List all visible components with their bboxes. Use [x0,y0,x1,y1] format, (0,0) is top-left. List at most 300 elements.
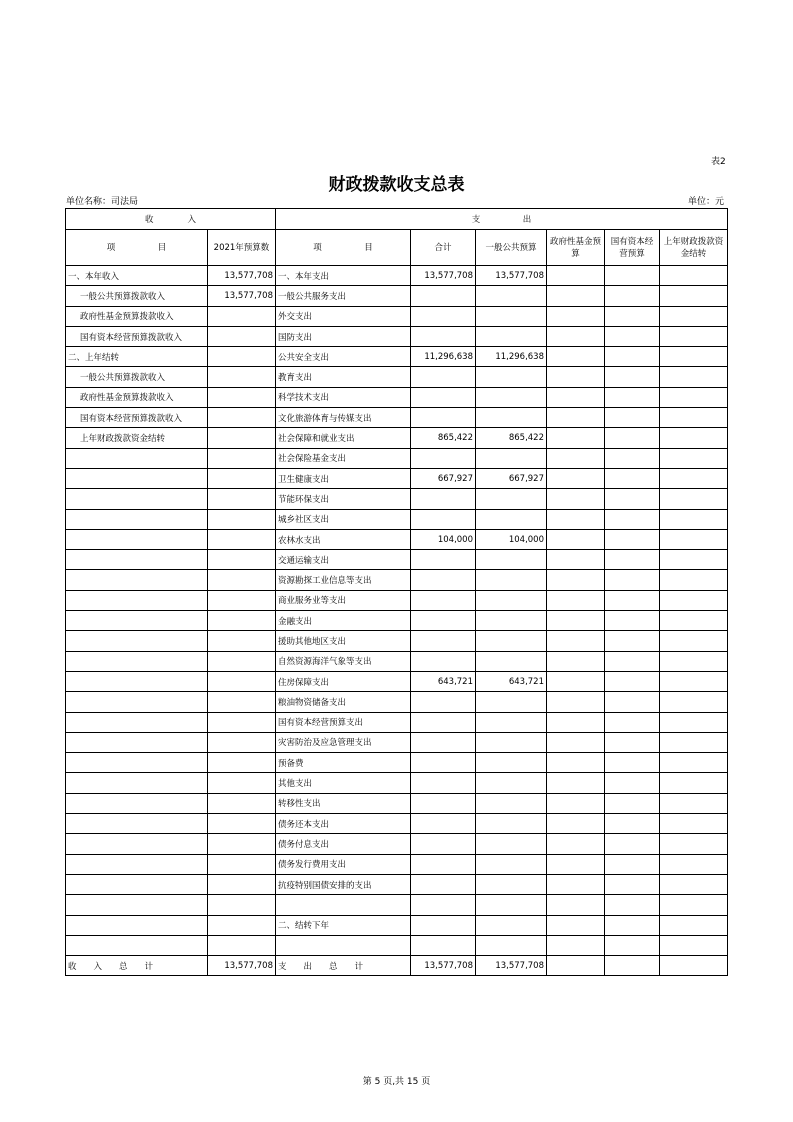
income-amount [208,753,276,773]
income-amount [208,448,276,468]
income-amount [208,732,276,752]
general-budget-amount [476,834,547,854]
table-row [66,590,728,610]
general-budget-amount [476,732,547,752]
carryover-amount [660,509,728,529]
general-budget-amount [476,793,547,813]
general-budget-amount [476,935,547,955]
state-capital-amount [605,529,660,549]
state-capital-header: 国有资本经营预算 [605,230,660,266]
general-budget-amount [476,550,547,570]
income-item [66,773,208,793]
table-row [66,448,728,468]
income-item-header: 项 目 [66,230,208,266]
state-capital-amount [605,956,660,976]
expense-item: 商业服务业等支出 [276,590,411,610]
income-amount [208,468,276,488]
state-capital-amount [605,671,660,691]
table-row [66,814,728,834]
income-item [66,631,208,651]
income-item [66,814,208,834]
carryover-amount [660,854,728,874]
income-item [66,915,208,935]
expense-item-header: 项 目 [276,230,411,266]
state-capital-amount [605,915,660,935]
gov-fund-amount [547,570,605,590]
income-amount [208,895,276,915]
gov-fund-amount [547,306,605,326]
expense-item: 文化旅游体育与传媒支出 [276,408,411,428]
expense-item: 抗疫特别国债安排的支出 [276,874,411,894]
general-budget-amount [476,631,547,651]
income-amount [208,326,276,346]
expense-item: 自然资源海洋气象等支出 [276,651,411,671]
table-row [66,793,728,813]
budget-2021-header: 2021年预算数 [208,230,276,266]
general-budget-amount [476,408,547,428]
table-row [66,529,728,549]
income-amount [208,854,276,874]
income-item: 上年财政拨款资金结转 [66,428,208,448]
income-amount: 13,577,708 [208,266,276,286]
carryover-amount [660,834,728,854]
income-item: 一般公共预算拨款收入 [66,367,208,387]
expense-item: 外交支出 [276,306,411,326]
income-item [66,793,208,813]
expense-total [411,773,476,793]
header-row-1 [66,209,728,230]
state-capital-amount [605,570,660,590]
table-row [66,489,728,509]
state-capital-amount [605,935,660,955]
table-row [66,550,728,570]
income-amount [208,611,276,631]
state-capital-amount [605,732,660,752]
carryover-amount [660,651,728,671]
carryover-amount [660,631,728,651]
income-amount: 13,577,708 [208,956,276,976]
expense-item: 国防支出 [276,326,411,346]
expense-total: 104,000 [411,529,476,549]
expense-total: 13,577,708 [411,266,476,286]
expense-total [411,814,476,834]
expense-total [411,306,476,326]
income-item: 政府性基金预算拨款收入 [66,387,208,407]
expense-item: 转移性支出 [276,793,411,813]
expense-total [411,793,476,813]
income-item [66,671,208,691]
expense-total [411,692,476,712]
expense-item: 债务还本支出 [276,814,411,834]
expense-total [411,509,476,529]
income-item [66,509,208,529]
gov-fund-amount [547,326,605,346]
table-row [66,895,728,915]
gov-fund-amount [547,266,605,286]
general-budget-amount [476,489,547,509]
income-amount [208,550,276,570]
state-capital-amount [605,387,660,407]
expense-total [411,448,476,468]
gov-fund-amount [547,611,605,631]
expense-item: 粮油物资储备支出 [276,692,411,712]
table-row [66,266,728,286]
gov-fund-amount [547,468,605,488]
gov-fund-amount [547,814,605,834]
income-amount [208,387,276,407]
table-row [66,468,728,488]
income-item: 政府性基金预算拨款收入 [66,306,208,326]
general-budget-amount: 865,422 [476,428,547,448]
state-capital-amount [605,793,660,813]
carryover-header: 上年财政拨款资金结转 [660,230,728,266]
carryover-amount [660,611,728,631]
income-item [66,529,208,549]
expense-item [276,895,411,915]
expense-item: 城乡社区支出 [276,509,411,529]
table-row [66,611,728,631]
page-footer: 第 5 页,共 15 页 [362,1077,431,1087]
income-item [66,854,208,874]
state-capital-amount [605,631,660,651]
general-budget-amount: 104,000 [476,529,547,549]
gov-fund-amount [547,428,605,448]
expense-item: 二、结转下年 [276,915,411,935]
table-row [66,651,728,671]
carryover-amount [660,895,728,915]
income-item [66,935,208,955]
state-capital-amount [605,753,660,773]
state-capital-amount [605,712,660,732]
expense-item: 援助其他地区支出 [276,631,411,651]
expense-item: 其他支出 [276,773,411,793]
gov-fund-amount [547,509,605,529]
expense-total [411,570,476,590]
state-capital-amount [605,468,660,488]
gov-fund-amount [547,387,605,407]
expense-item: 金融支出 [276,611,411,631]
expense-total [411,550,476,570]
income-item [66,611,208,631]
expense-total [411,367,476,387]
table-row [66,753,728,773]
gov-fund-amount [547,286,605,306]
state-capital-amount [605,854,660,874]
gov-fund-amount [547,692,605,712]
income-amount [208,712,276,732]
expense-item: 交通运输支出 [276,550,411,570]
state-capital-amount [605,874,660,894]
expense-item: 资源勘探工业信息等支出 [276,570,411,590]
expense-total [411,753,476,773]
general-budget-amount [476,712,547,732]
income-item [66,651,208,671]
table-row [66,956,728,976]
carryover-amount [660,874,728,894]
expense-total [411,712,476,732]
state-capital-amount [605,448,660,468]
gov-fund-amount [547,773,605,793]
expense-total: 667,927 [411,468,476,488]
income-amount [208,935,276,955]
table-row [66,306,728,326]
gov-fund-amount [547,631,605,651]
state-capital-amount [605,489,660,509]
expense-item: 一般公共服务支出 [276,286,411,306]
state-capital-amount [605,326,660,346]
state-capital-amount [605,834,660,854]
expense-item: 社会保险基金支出 [276,448,411,468]
expense-item: 农林水支出 [276,529,411,549]
carryover-amount [660,529,728,549]
income-item [66,874,208,894]
state-capital-amount [605,773,660,793]
table-row [66,387,728,407]
gov-fund-amount [547,793,605,813]
currency-unit: 单位：元 [688,197,725,207]
general-budget-amount [476,814,547,834]
table-row [66,935,728,955]
gov-fund-amount [547,590,605,610]
income-amount [208,529,276,549]
carryover-amount [660,773,728,793]
carryover-amount [660,286,728,306]
table-row [66,428,728,448]
expense-item: 预备费 [276,753,411,773]
carryover-amount [660,732,728,752]
table-row [66,854,728,874]
carryover-amount [660,935,728,955]
carryover-amount [660,468,728,488]
expense-total [411,631,476,651]
total-header: 合计 [411,230,476,266]
expense-total: 13,577,708 [411,956,476,976]
income-amount [208,793,276,813]
general-budget-amount [476,773,547,793]
income-item [66,895,208,915]
gov-fund-amount [547,671,605,691]
general-budget-amount [476,651,547,671]
gov-fund-amount [547,956,605,976]
gov-fund-amount [547,651,605,671]
table-row [66,732,728,752]
gov-fund-amount [547,732,605,752]
income-amount [208,489,276,509]
expense-total [411,611,476,631]
gov-fund-amount [547,915,605,935]
carryover-amount [660,367,728,387]
general-budget-amount [476,509,547,529]
general-budget-amount [476,854,547,874]
income-amount [208,915,276,935]
carryover-amount [660,550,728,570]
general-budget-amount [476,874,547,894]
general-budget-amount [476,895,547,915]
gov-fund-amount [547,529,605,549]
expense-item: 公共安全支出 [276,347,411,367]
state-capital-amount [605,286,660,306]
expense-item: 一、本年支出 [276,266,411,286]
expense-total [411,651,476,671]
expense-item: 债务发行费用支出 [276,854,411,874]
table-row [66,692,728,712]
income-amount [208,428,276,448]
expense-item: 灾害防治及应急管理支出 [276,732,411,752]
carryover-amount [660,408,728,428]
general-budget-amount [476,915,547,935]
gov-fund-amount [547,753,605,773]
carryover-amount [660,489,728,509]
state-capital-amount [605,651,660,671]
state-capital-amount [605,367,660,387]
income-amount [208,773,276,793]
income-item: 一般公共预算拨款收入 [66,286,208,306]
table-row [66,773,728,793]
income-amount [208,306,276,326]
expense-total: 643,721 [411,671,476,691]
state-capital-amount [605,692,660,712]
gov-fund-header: 政府性基金预算 [547,230,605,266]
carryover-amount [660,347,728,367]
general-budget-amount [476,286,547,306]
income-item [66,834,208,854]
income-item [66,732,208,752]
expense-total [411,935,476,955]
gov-fund-amount [547,550,605,570]
expense-total [411,915,476,935]
table-row [66,874,728,894]
income-amount [208,509,276,529]
general-budget-header: 一般公共预算 [476,230,547,266]
general-budget-amount [476,611,547,631]
carryover-amount [660,671,728,691]
carryover-amount [660,956,728,976]
table-row [66,712,728,732]
gov-fund-amount [547,874,605,894]
state-capital-amount [605,895,660,915]
carryover-amount [660,590,728,610]
income-item [66,712,208,732]
carryover-amount [660,814,728,834]
general-budget-amount: 11,296,638 [476,347,547,367]
unit-name: 单位名称：司法局 [66,197,139,207]
carryover-amount [660,387,728,407]
income-amount [208,408,276,428]
gov-fund-amount [547,347,605,367]
state-capital-amount [605,590,660,610]
income-amount [208,631,276,651]
expense-header: 支 出 [276,209,728,230]
table-row [66,631,728,651]
expense-total [411,854,476,874]
income-item [66,753,208,773]
gov-fund-amount [547,834,605,854]
carryover-amount [660,266,728,286]
page-title: 财政拨款收支总表 [328,175,465,195]
table-row [66,834,728,854]
gov-fund-amount [547,712,605,732]
income-amount [208,367,276,387]
state-capital-amount [605,347,660,367]
table-row [66,408,728,428]
income-amount [208,834,276,854]
carryover-amount [660,570,728,590]
table-row [66,367,728,387]
income-item: 一、本年收入 [66,266,208,286]
expense-total [411,895,476,915]
general-budget-amount: 13,577,708 [476,956,547,976]
state-capital-amount [605,266,660,286]
carryover-amount [660,793,728,813]
general-budget-amount: 667,927 [476,468,547,488]
income-item: 二、上年结转 [66,347,208,367]
income-item [66,489,208,509]
carryover-amount [660,428,728,448]
income-item [66,692,208,712]
fiscal-summary-table [65,208,728,976]
carryover-amount [660,306,728,326]
income-amount [208,671,276,691]
income-item: 国有资本经营预算拨款收入 [66,408,208,428]
income-amount [208,814,276,834]
expense-item: 教育支出 [276,367,411,387]
expense-total [411,387,476,407]
table-row [66,286,728,306]
gov-fund-amount [547,895,605,915]
income-item: 收 入 总 计 [66,956,208,976]
gov-fund-amount [547,367,605,387]
expense-total [411,408,476,428]
expense-total [411,874,476,894]
income-amount [208,590,276,610]
header-row-2 [66,230,728,266]
state-capital-amount [605,408,660,428]
expense-item: 节能环保支出 [276,489,411,509]
income-amount: 13,577,708 [208,286,276,306]
income-amount [208,692,276,712]
general-budget-amount: 643,721 [476,671,547,691]
expense-total [411,286,476,306]
gov-fund-amount [547,935,605,955]
state-capital-amount [605,428,660,448]
carryover-amount [660,326,728,346]
expense-item: 住房保障支出 [276,671,411,691]
expense-item: 科学技术支出 [276,387,411,407]
state-capital-amount [605,611,660,631]
expense-total [411,834,476,854]
general-budget-amount [476,753,547,773]
gov-fund-amount [547,408,605,428]
general-budget-amount [476,306,547,326]
table-row [66,326,728,346]
table-row [66,509,728,529]
table-row [66,570,728,590]
expense-total: 11,296,638 [411,347,476,367]
general-budget-amount [476,326,547,346]
expense-total [411,732,476,752]
gov-fund-amount [547,448,605,468]
expense-total: 865,422 [411,428,476,448]
income-item: 国有资本经营预算拨款收入 [66,326,208,346]
general-budget-amount [476,367,547,387]
income-item [66,468,208,488]
carryover-amount [660,712,728,732]
gov-fund-amount [547,489,605,509]
income-item [66,550,208,570]
table-row [66,347,728,367]
income-amount [208,874,276,894]
income-header: 收 入 [66,209,276,230]
